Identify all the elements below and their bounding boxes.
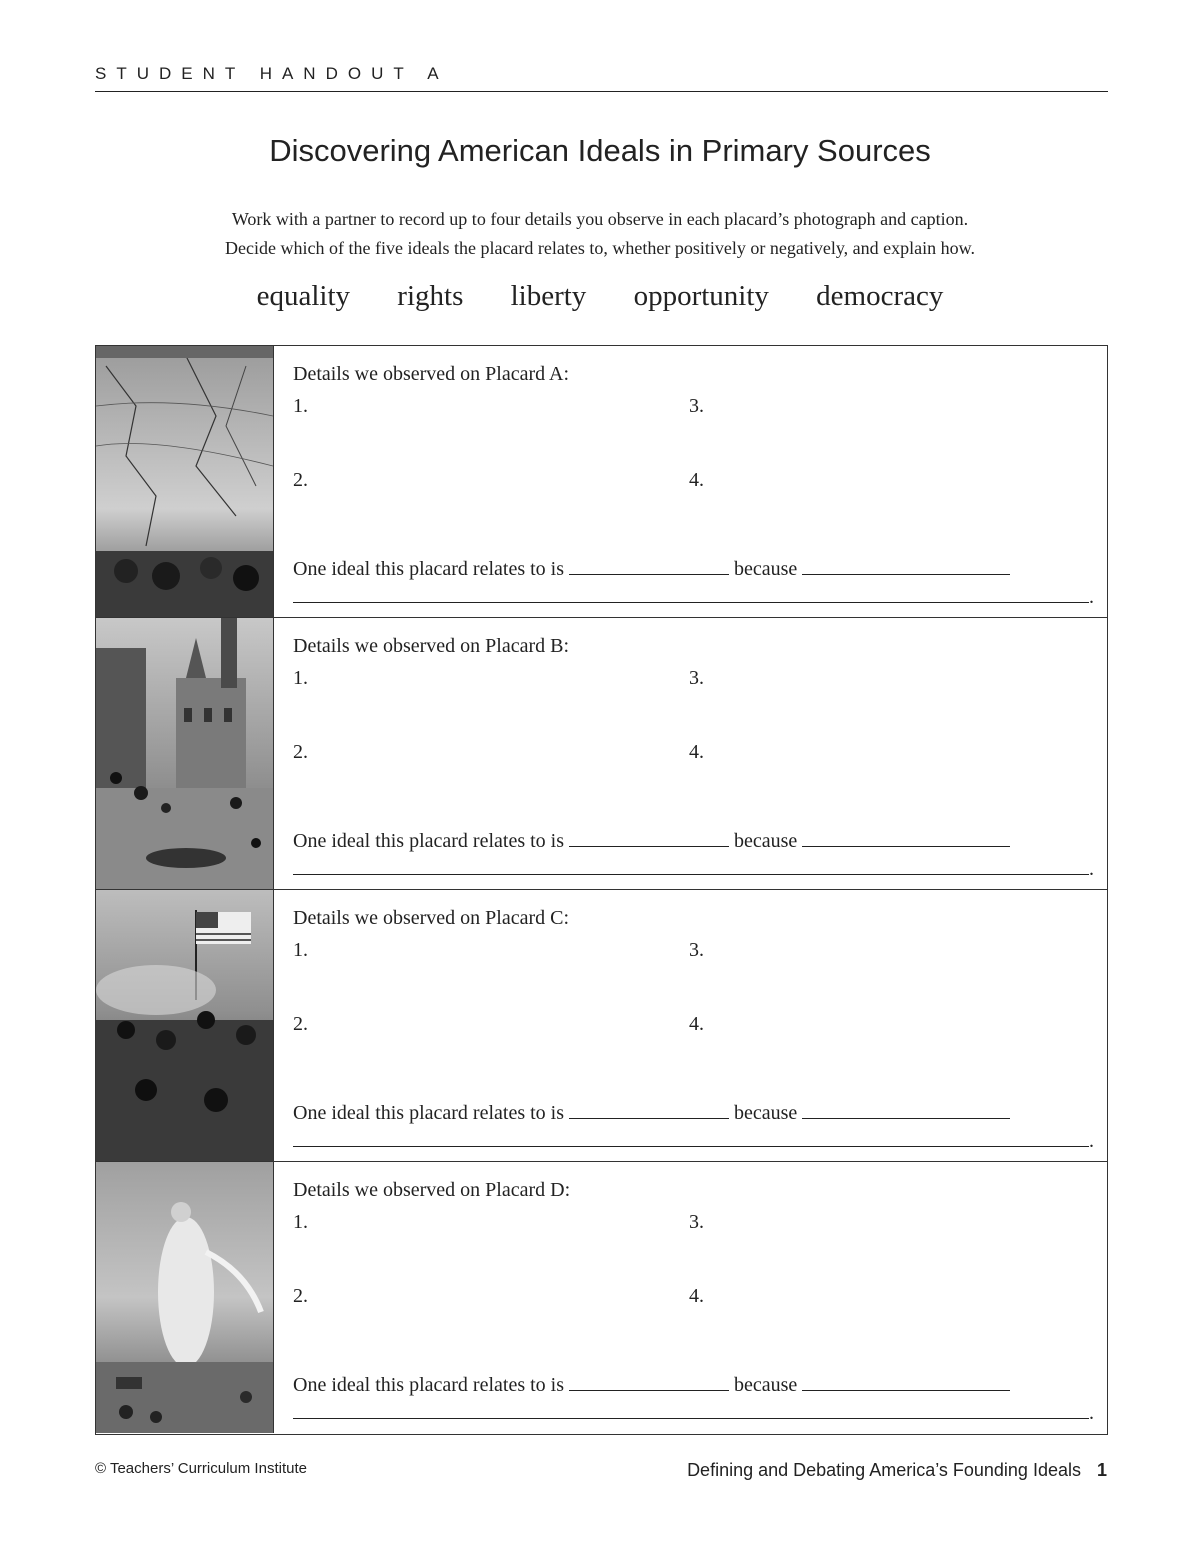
detail-1-label: 1.	[293, 1211, 308, 1233]
because-label: because	[734, 830, 798, 852]
because-label: because	[734, 1102, 798, 1124]
handout-header: STUDENT HANDOUT A	[95, 64, 1108, 92]
ideal-blank[interactable]	[569, 828, 729, 847]
ideal-equality: equality	[256, 280, 351, 312]
placard-row-d	[96, 1162, 1107, 1433]
placard-row-a	[96, 346, 1107, 618]
because-blank[interactable]	[802, 828, 1010, 847]
explanation-line	[293, 1400, 1094, 1425]
ideal-sentence	[293, 556, 1010, 581]
ideal-rights: rights	[397, 280, 464, 312]
ideal-prefix: One ideal this placard relates to is	[293, 1374, 565, 1396]
detail-4-label: 4.	[689, 1285, 704, 1307]
instructions-line-1: Work with a partner to record up to four details you observe in each placard’s photograph and caption.	[231, 209, 969, 229]
because-blank[interactable]	[802, 1100, 1010, 1119]
detail-2-label: 2.	[293, 741, 308, 763]
detail-4-label: 4.	[689, 469, 704, 491]
explanation-blank[interactable]	[293, 856, 1089, 875]
explanation-line	[293, 1128, 1094, 1153]
detail-3-label: 3.	[689, 667, 704, 689]
detail-2-label: 2.	[293, 469, 308, 491]
historic-map-image	[96, 346, 274, 617]
placard-b-heading: Details we observed on Placard B:	[293, 635, 570, 657]
ideal-liberty: liberty	[510, 280, 587, 312]
placard-c-worksheet	[293, 890, 1092, 1161]
placard-grid	[95, 345, 1108, 1435]
ideal-prefix: One ideal this placard relates to is	[293, 1102, 565, 1124]
footer-title	[687, 1460, 1107, 1481]
placard-a-worksheet	[293, 346, 1092, 617]
period: .	[1089, 586, 1094, 608]
explanation-blank[interactable]	[293, 584, 1089, 603]
because-label: because	[734, 1374, 798, 1396]
ideal-prefix: One ideal this placard relates to is	[293, 830, 565, 852]
detail-1-label: 1.	[293, 939, 308, 961]
placard-row-c	[96, 890, 1107, 1162]
instructions-line-2: Decide which of the five ideals the placard relates to, whether positively or negatively, and explain how.	[225, 238, 975, 258]
period: .	[1089, 1402, 1094, 1424]
ideal-democracy: democracy	[816, 280, 944, 312]
detail-3-label: 3.	[689, 395, 704, 417]
instructions	[0, 205, 1200, 263]
placard-c-heading: Details we observed on Placard C:	[293, 907, 570, 929]
because-label: because	[734, 558, 798, 580]
placard-row-b	[96, 618, 1107, 890]
placard-d-heading: Details we observed on Placard D:	[293, 1179, 571, 1201]
explanation-line	[293, 584, 1094, 609]
explanation-line	[293, 856, 1094, 881]
page-title: Discovering American Ideals in Primary Sources	[269, 133, 931, 168]
detail-1-label: 1.	[293, 395, 308, 417]
ideal-opportunity: opportunity	[633, 280, 769, 312]
placard-b-worksheet	[293, 618, 1092, 889]
detail-3-label: 3.	[689, 939, 704, 961]
ideal-sentence	[293, 1100, 1010, 1125]
explanation-blank[interactable]	[293, 1400, 1089, 1419]
because-blank[interactable]	[802, 556, 1010, 575]
page-number: 1	[1096, 1460, 1107, 1480]
ideal-blank[interactable]	[569, 1100, 729, 1119]
copyright: © Teachers’ Curriculum Institute	[95, 1460, 307, 1477]
book-title: Defining and Debating America’s Founding Ideals	[687, 1460, 1081, 1480]
ideal-blank[interactable]	[569, 556, 729, 575]
ideal-sentence	[293, 1372, 1010, 1397]
battle-flag-image	[96, 890, 274, 1161]
detail-4-label: 4.	[689, 741, 704, 763]
period: .	[1089, 858, 1094, 880]
westward-progress-image	[96, 1162, 274, 1433]
detail-2-label: 2.	[293, 1285, 308, 1307]
detail-3-label: 3.	[689, 1211, 704, 1233]
placard-a-heading: Details we observed on Placard A:	[293, 363, 570, 385]
period: .	[1089, 1130, 1094, 1152]
explanation-blank[interactable]	[293, 1128, 1089, 1147]
detail-4-label: 4.	[689, 1013, 704, 1035]
because-blank[interactable]	[802, 1372, 1010, 1391]
street-scene-image	[96, 618, 274, 889]
ideal-sentence	[293, 828, 1010, 853]
ideal-prefix: One ideal this placard relates to is	[293, 558, 565, 580]
detail-2-label: 2.	[293, 1013, 308, 1035]
ideal-blank[interactable]	[569, 1372, 729, 1391]
placard-d-worksheet	[293, 1162, 1092, 1433]
detail-1-label: 1.	[293, 667, 308, 689]
ideals-list	[0, 280, 1200, 313]
